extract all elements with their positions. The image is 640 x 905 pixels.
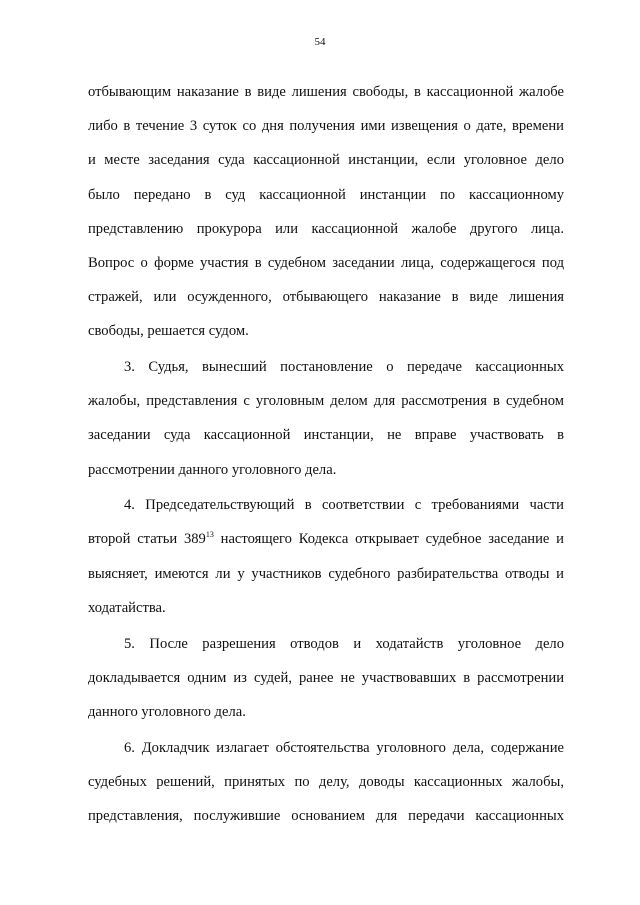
text-line-18: докладывается одним из судей, ранее не участвовавших в рассмотрении <box>88 669 564 686</box>
text-line-3: и месте заседания суда кассационной инстанции, если уголовное дело <box>88 152 564 169</box>
text-line-20: 6. Докладчик излагает обстоятельства уголовного дела, содержание <box>124 739 564 756</box>
page-number: 54 <box>314 36 326 48</box>
text-line-21: судебных решений, принятых по делу, доводы кассационных жалобы, <box>88 773 564 790</box>
text-line-1: отбывающим наказание в виде лишения свободы, в кассационной жалобе <box>88 84 564 100</box>
article-superscript: 13 <box>205 530 214 540</box>
text-line-4: было передано в суд кассационной инстанции по кассационному <box>88 186 564 203</box>
text-line-2: либо в течение 3 суток со дня получения ими извещения о дате, времени <box>88 118 564 135</box>
text-line-17: 5. После разрешения отводов и ходатайств уголовное дело <box>124 635 564 652</box>
text-line-12: рассмотрении данного уголовного дела. <box>88 461 337 478</box>
text-line-5: представлению прокурора или кассационной жалобе другого лица. <box>88 220 564 237</box>
text-line-10: жалобы, представления с уголовным делом для рассмотрения в судебном <box>88 393 564 410</box>
text-line-13: 4. Председательствующий в соответствии с требованиями части <box>124 497 564 514</box>
text-line-15: выясняет, имеются ли у участников судебного разбирательства отводы и <box>88 565 564 582</box>
text-line-19: данного уголовного дела. <box>88 703 246 720</box>
text-line-7: стражей, или осужденного, отбывающего наказание в виде лишения <box>88 289 564 306</box>
text-line-11: заседании суда кассационной инстанции, не вправе участвовать в <box>88 427 564 444</box>
document-body <box>88 81 564 839</box>
text-line-14-start: второй статьи 389 <box>88 531 206 548</box>
text-line-8: свободы, решается судом. <box>88 323 249 340</box>
text-line-16: ходатайства. <box>88 599 166 616</box>
text-line-14-end: настоящего Кодекса открывает судебное заседание и <box>213 531 564 548</box>
text-line-14 <box>88 528 564 562</box>
text-line-22: представления, послужившие основанием для передачи кассационных <box>88 807 564 824</box>
text-line-9: 3. Судья, вынесший постановление о передаче кассационных <box>124 359 564 375</box>
text-line-6: Вопрос о форме участия в судебном заседании лица, содержащегося под <box>88 254 564 271</box>
